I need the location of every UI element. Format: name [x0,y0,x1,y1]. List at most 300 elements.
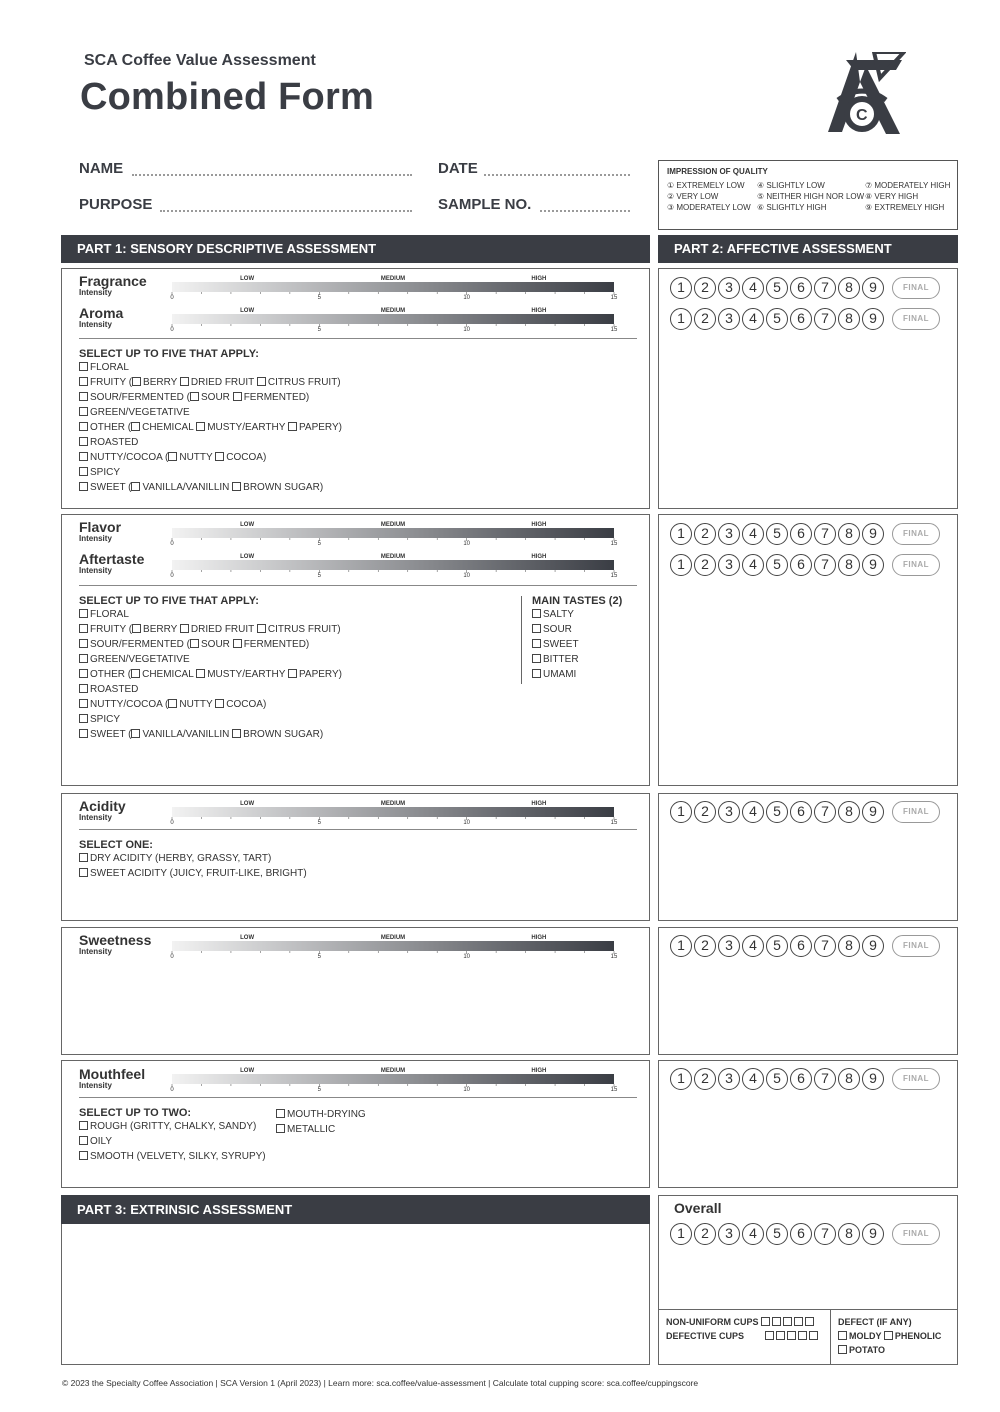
checkbox[interactable] [79,407,88,416]
date-field[interactable] [484,164,630,176]
intensity-gradient-bar [172,282,614,292]
opt-nutty: NUTTY [179,452,213,463]
rating-circle-5[interactable]: 5 [766,277,788,299]
intensity-scale-graphic [170,799,620,825]
rating-circle-7[interactable]: 7 [814,554,836,576]
impression-item: ② VERY LOW [667,192,719,201]
mouthfeel-title: Mouthfeel [79,1066,146,1082]
rating-circle-1[interactable]: 1 [670,277,692,299]
aftertaste-title-group [79,552,144,576]
taste-sour: SOUR [543,624,572,635]
checkbox[interactable] [776,1331,785,1340]
scale-tick-label: 10 [463,954,471,959]
checkbox[interactable] [794,1317,803,1326]
rating-circle-7[interactable]: 7 [814,1223,836,1245]
final-score-pill[interactable]: FINAL [892,1223,940,1245]
rating-circle-4[interactable]: 4 [742,1223,764,1245]
checkbox[interactable] [532,639,541,648]
impression-item: ⑦ MODERATELY HIGH [865,181,951,190]
rating-circle-3[interactable]: 3 [718,935,740,957]
opt-papery: PAPERY) [298,669,342,680]
rating-circle-9[interactable]: 9 [862,523,884,545]
checkbox[interactable] [532,609,541,618]
rating-circle-8[interactable]: 8 [838,308,860,330]
checkbox[interactable] [168,452,177,461]
taste-umami: UMAMI [543,669,577,680]
opt-citrus: CITRUS FRUIT) [267,624,341,635]
opt-smooth: SMOOTH (VELVETY, SILKY, SYRUPY) [90,1151,266,1162]
divider [79,338,637,339]
checkbox[interactable] [79,452,88,461]
final-score-pill[interactable]: FINAL [892,277,940,299]
rating-circle-6[interactable]: 6 [790,523,812,545]
checkbox[interactable] [180,377,189,386]
form-title: Combined Form [80,76,374,118]
rating-circle-7[interactable]: 7 [814,277,836,299]
name-label: NAME [79,160,124,177]
checkbox[interactable] [168,699,177,708]
impression-title: IMPRESSION OF QUALITY [667,167,768,176]
rating-circle-2[interactable]: 2 [694,1223,716,1245]
scale-label-medium: MEDIUM [380,554,406,560]
rating-circle-6[interactable]: 6 [790,1068,812,1090]
checkbox[interactable] [132,377,141,386]
sample-no-field[interactable] [540,200,630,212]
checkbox[interactable] [79,392,88,401]
date-label: DATE [438,160,478,177]
rating-circle-2[interactable]: 2 [694,308,716,330]
descriptor-head: SELECT UP TO FIVE THAT APPLY: [79,348,259,360]
scale-label-medium: MEDIUM [380,1068,406,1074]
flavor-rating [670,523,940,545]
checkbox[interactable] [79,362,88,371]
checkbox[interactable] [276,1124,285,1133]
rating-circle-6[interactable]: 6 [790,277,812,299]
opt-cocoa: COCOA) [226,452,267,463]
checkbox[interactable] [79,729,88,738]
checkbox[interactable] [79,482,88,491]
rating-circle-6[interactable]: 6 [790,935,812,957]
intensity-label: Intensity [79,566,112,575]
rating-circle-5[interactable]: 5 [766,308,788,330]
rating-circle-9[interactable]: 9 [862,1223,884,1245]
intensity-gradient-bar [172,314,614,324]
main-tastes-head: MAIN TASTES (2) [532,595,623,607]
checkbox[interactable] [196,422,205,431]
scale-tick-label: 0 [170,820,174,825]
opt-moldy: MOLDY [849,1331,882,1341]
rating-circle-4[interactable]: 4 [742,277,764,299]
rating-circle-9[interactable]: 9 [862,277,884,299]
checkbox[interactable] [131,669,140,678]
checkbox[interactable] [257,624,266,633]
intensity-scale-graphic [170,306,620,332]
divider [79,1097,637,1098]
checkbox[interactable] [798,1331,807,1340]
rating-circle-2[interactable]: 2 [694,801,716,823]
scale-label-low: LOW [240,308,255,314]
aroma-intensity-scale[interactable] [170,306,620,337]
checkbox[interactable] [232,729,241,738]
overall-rating [670,1223,940,1245]
rating-circle-5[interactable]: 5 [766,801,788,823]
checkbox[interactable] [79,699,88,708]
intensity-scale-graphic [170,552,620,578]
scale-label-high: HIGH [531,801,547,807]
part3-header: PART 3: EXTRINSIC ASSESSMENT [61,1195,650,1224]
acidity-head: SELECT ONE: [79,839,153,851]
final-score-pill[interactable]: FINAL [892,1068,940,1090]
rating-circle-8[interactable]: 8 [838,277,860,299]
checkbox[interactable] [257,377,266,386]
checkbox[interactable] [79,467,88,476]
rating-circle-1[interactable]: 1 [670,1068,692,1090]
intensity-label: Intensity [79,813,112,822]
mouthfeel-intensity-scale[interactable] [170,1066,620,1097]
checkbox[interactable] [79,1121,88,1130]
divider [830,1309,831,1365]
checkbox[interactable] [79,1136,88,1145]
scale-label-low: LOW [240,554,255,560]
rating-circle-2[interactable]: 2 [694,523,716,545]
checkbox[interactable] [79,669,88,678]
part1-header: PART 1: SENSORY DESCRIPTIVE ASSESSMENT [61,235,650,263]
intensity-gradient-bar [172,528,614,538]
rating-circle-1[interactable]: 1 [670,801,692,823]
checkbox[interactable] [79,868,88,877]
opt-musty: MUSTY/EARTHY [207,669,286,680]
rating-circle-3[interactable]: 3 [718,801,740,823]
rating-circle-4[interactable]: 4 [742,935,764,957]
flavor-title-group [79,520,121,544]
scale-tick-label: 5 [317,954,322,959]
flavor-intensity-scale[interactable] [170,520,620,551]
rating-circle-1[interactable]: 1 [670,523,692,545]
rating-circle-9[interactable]: 9 [862,935,884,957]
checkbox[interactable] [131,482,140,491]
opt-potato: POTATO [849,1345,885,1355]
checkbox[interactable] [761,1317,770,1326]
scale-label-medium: MEDIUM [380,308,406,314]
rating-circle-3[interactable]: 3 [718,277,740,299]
rating-circle-4[interactable]: 4 [742,523,764,545]
scale-tick-label: 5 [317,573,322,578]
rating-circle-2[interactable]: 2 [694,277,716,299]
intensity-label: Intensity [79,534,112,543]
scale-label-high: HIGH [531,1068,547,1074]
checkbox[interactable] [288,669,297,678]
rating-circle-9[interactable]: 9 [862,1068,884,1090]
checkbox[interactable] [79,624,88,633]
acidity-options [79,839,307,881]
final-score-pill[interactable]: FINAL [892,801,940,823]
fragrance-rating [670,277,940,299]
checkbox[interactable] [79,714,88,723]
checkbox[interactable] [215,699,224,708]
checkbox[interactable] [215,452,224,461]
scale-tick-label: 15 [610,573,618,578]
scale-label-high: HIGH [531,554,547,560]
opt-other: OTHER ( [90,422,132,433]
rating-circle-2[interactable]: 2 [694,554,716,576]
rating-circle-1[interactable]: 1 [670,1223,692,1245]
checkbox[interactable] [233,639,242,648]
affective-box-1 [658,268,958,509]
rating-circle-3[interactable]: 3 [718,1068,740,1090]
opt-dry-acidity: DRY ACIDITY (HERBY, GRASSY, TART) [90,853,272,864]
rating-circle-8[interactable]: 8 [838,801,860,823]
scale-label-medium: MEDIUM [380,276,406,282]
checkbox[interactable] [772,1317,781,1326]
final-score-pill[interactable]: FINAL [892,554,940,576]
aftertaste-intensity-scale[interactable] [170,552,620,583]
checkbox[interactable] [79,377,88,386]
impression-item: ③ MODERATELY LOW [667,203,751,212]
checkbox[interactable] [180,624,189,633]
rating-circle-1[interactable]: 1 [670,308,692,330]
checkbox[interactable] [131,729,140,738]
checkbox[interactable] [805,1317,814,1326]
opt-papery: PAPERY) [298,422,342,433]
scale-label-high: HIGH [531,935,547,941]
rating-circle-4[interactable]: 4 [742,554,764,576]
rating-circle-6[interactable]: 6 [790,1223,812,1245]
final-score-pill[interactable]: FINAL [892,935,940,957]
rating-circle-5[interactable]: 5 [766,1068,788,1090]
rating-circle-3[interactable]: 3 [718,523,740,545]
defect-block [838,1315,941,1357]
opt-roasted: ROASTED [90,684,139,695]
scale-tick-label: 10 [463,1087,471,1092]
opt-chemical: CHEMICAL [142,669,194,680]
defect-head: DEFECT (IF ANY) [838,1317,912,1327]
scale-label-high: HIGH [531,276,547,282]
intensity-label: Intensity [79,288,112,297]
sweetness-intensity-scale[interactable] [170,933,620,964]
checkbox[interactable] [532,654,541,663]
rating-circle-2[interactable]: 2 [694,935,716,957]
rating-circle-9[interactable]: 9 [862,554,884,576]
checkbox[interactable] [884,1331,893,1340]
flavor-title: Flavor [79,519,122,535]
acidity-title: Acidity [79,798,126,814]
rating-circle-7[interactable]: 7 [814,801,836,823]
opt-mouth-drying: MOUTH-DRYING [287,1109,366,1120]
checkbox[interactable] [288,422,297,431]
opt-vanilla: VANILLA/VANILLIN [142,729,230,740]
checkbox[interactable] [79,437,88,446]
impression-item: ④ SLIGHTLY LOW [757,181,825,190]
purpose-field[interactable] [160,200,412,212]
intensity-label: Intensity [79,320,112,329]
mouthfeel-head: SELECT UP TO TWO: [79,1107,192,1119]
descriptor-list-fragrance [79,348,342,495]
opt-floral: FLORAL [90,609,129,620]
purpose-label: PURPOSE [79,196,153,213]
scale-tick-label: 0 [170,541,174,546]
rating-circle-8[interactable]: 8 [838,1223,860,1245]
opt-sour: SOUR [201,392,230,403]
scale-tick-label: 15 [610,1087,618,1092]
impression-item: ⑧ VERY HIGH [865,192,919,201]
rating-circle-3[interactable]: 3 [718,1223,740,1245]
descriptor-list-flavor [79,595,342,742]
checkbox[interactable] [190,392,199,401]
rating-circle-6[interactable]: 6 [790,801,812,823]
fragrance-title-group [79,274,147,298]
scale-tick-label: 15 [610,954,618,959]
scale-label-low: LOW [240,935,255,941]
rating-circle-5[interactable]: 5 [766,1223,788,1245]
rating-circle-7[interactable]: 7 [814,935,836,957]
checkbox[interactable] [79,654,88,663]
intensity-gradient-bar [172,807,614,817]
rating-circle-8[interactable]: 8 [838,523,860,545]
scale-label-low: LOW [240,276,255,282]
checkbox[interactable] [79,639,88,648]
opt-sour-fermented: SOUR/FERMENTED ( [90,392,190,403]
acidity-intensity-scale[interactable] [170,799,620,830]
intensity-scale-graphic [170,933,620,959]
opt-spicy: SPICY [90,714,121,725]
scale-tick-label: 10 [463,295,471,300]
descriptor-head: SELECT UP TO FIVE THAT APPLY: [79,595,259,607]
checkbox[interactable] [190,639,199,648]
intensity-gradient-bar [172,560,614,570]
rating-circle-5[interactable]: 5 [766,935,788,957]
divider [658,1309,958,1310]
rating-circle-1[interactable]: 1 [670,935,692,957]
rating-circle-3[interactable]: 3 [718,308,740,330]
checkbox[interactable] [532,669,541,678]
opt-vanilla: VANILLA/VANILLIN [142,482,230,493]
opt-dried-fruit: DRIED FRUIT [190,624,255,635]
mouthfeel-title-group [79,1067,145,1091]
checkbox[interactable] [79,853,88,862]
impression-of-quality-legend [658,160,958,230]
final-score-pill[interactable]: FINAL [892,308,940,330]
rating-circle-4[interactable]: 4 [742,308,764,330]
rating-circle-2[interactable]: 2 [694,1068,716,1090]
opt-floral: FLORAL [90,362,129,373]
rating-circle-1[interactable]: 1 [670,554,692,576]
checkbox[interactable] [532,624,541,633]
rating-circle-6[interactable]: 6 [790,308,812,330]
opt-fermented: FERMENTED) [243,639,310,650]
main-tastes-list [532,595,622,682]
checkbox[interactable] [132,624,141,633]
checkbox[interactable] [838,1345,847,1354]
opt-green: GREEN/VEGETATIVE [90,407,190,418]
rating-circle-5[interactable]: 5 [766,523,788,545]
checkbox[interactable] [787,1331,796,1340]
overall-title: Overall [674,1200,722,1216]
fragrance-intensity-scale[interactable] [170,274,620,305]
rating-circle-7[interactable]: 7 [814,523,836,545]
checkbox[interactable] [276,1109,285,1118]
cups-block [666,1315,820,1343]
scale-tick-label: 0 [170,954,174,959]
mouthfeel-options-2 [276,1107,366,1137]
opt-nutty: NUTTY [179,699,213,710]
checkbox[interactable] [232,482,241,491]
rating-circle-9[interactable]: 9 [862,801,884,823]
checkbox[interactable] [783,1317,792,1326]
checkbox[interactable] [809,1331,818,1340]
scale-tick-label: 0 [170,1087,174,1092]
rating-circle-5[interactable]: 5 [766,554,788,576]
scale-tick-label: 5 [317,541,322,546]
acidity-rating [670,801,940,823]
opt-chemical: CHEMICAL [142,422,194,433]
rating-circle-8[interactable]: 8 [838,554,860,576]
checkbox[interactable] [131,422,140,431]
opt-phenolic: PHENOLIC [894,1331,942,1341]
rating-circle-4[interactable]: 4 [742,1068,764,1090]
intensity-scale-graphic [170,274,620,300]
rating-circle-7[interactable]: 7 [814,1068,836,1090]
acidity-title-group [79,799,126,823]
sweetness-title-group [79,933,151,957]
mouthfeel-rating [670,1068,940,1090]
opt-sweet-acidity: SWEET ACIDITY (JUICY, FRUIT-LIKE, BRIGHT) [90,868,307,879]
impression-item: ⑨ EXTREMELY HIGH [865,203,945,212]
checkbox[interactable] [233,392,242,401]
opt-nutty-cocoa: NUTTY/COCOA ( [90,699,169,710]
scale-label-medium: MEDIUM [380,522,406,528]
rating-circle-4[interactable]: 4 [742,801,764,823]
opt-sour: SOUR [201,639,230,650]
name-field[interactable] [132,164,412,176]
taste-sweet: SWEET [543,639,579,650]
intensity-gradient-bar [172,1074,614,1084]
aroma-title: Aroma [79,305,124,321]
opt-cocoa: COCOA) [226,699,267,710]
checkbox[interactable] [79,1151,88,1160]
checkbox[interactable] [79,422,88,431]
opt-musty: MUSTY/EARTHY [207,422,286,433]
scale-label-low: LOW [240,522,255,528]
rating-circle-8[interactable]: 8 [838,1068,860,1090]
mouthfeel-options [79,1107,266,1164]
sweetness-title: Sweetness [79,932,152,948]
scale-label-medium: MEDIUM [380,801,406,807]
scale-tick-label: 15 [610,327,618,332]
checkbox[interactable] [79,609,88,618]
opt-brown-sugar: BROWN SUGAR) [243,482,324,493]
scale-label-high: HIGH [531,308,547,314]
rating-circle-9[interactable]: 9 [862,308,884,330]
scale-tick-label: 5 [317,1087,322,1092]
opt-metallic: METALLIC [287,1124,336,1135]
rating-circle-6[interactable]: 6 [790,554,812,576]
rating-circle-8[interactable]: 8 [838,935,860,957]
opt-dried-fruit: DRIED FRUIT [190,377,255,388]
rating-circle-7[interactable]: 7 [814,308,836,330]
checkbox[interactable] [196,669,205,678]
checkbox[interactable] [765,1331,774,1340]
impression-item: ⑤ NEITHER HIGH NOR LOW [757,192,865,201]
aftertaste-title: Aftertaste [79,551,145,567]
checkbox[interactable] [838,1331,847,1340]
taste-salty: SALTY [543,609,574,620]
scale-tick-label: 10 [463,327,471,332]
rating-circle-3[interactable]: 3 [718,554,740,576]
checkbox[interactable] [79,684,88,693]
scale-tick-label: 10 [463,820,471,825]
final-score-pill[interactable]: FINAL [892,523,940,545]
opt-fermented: FERMENTED) [243,392,310,403]
